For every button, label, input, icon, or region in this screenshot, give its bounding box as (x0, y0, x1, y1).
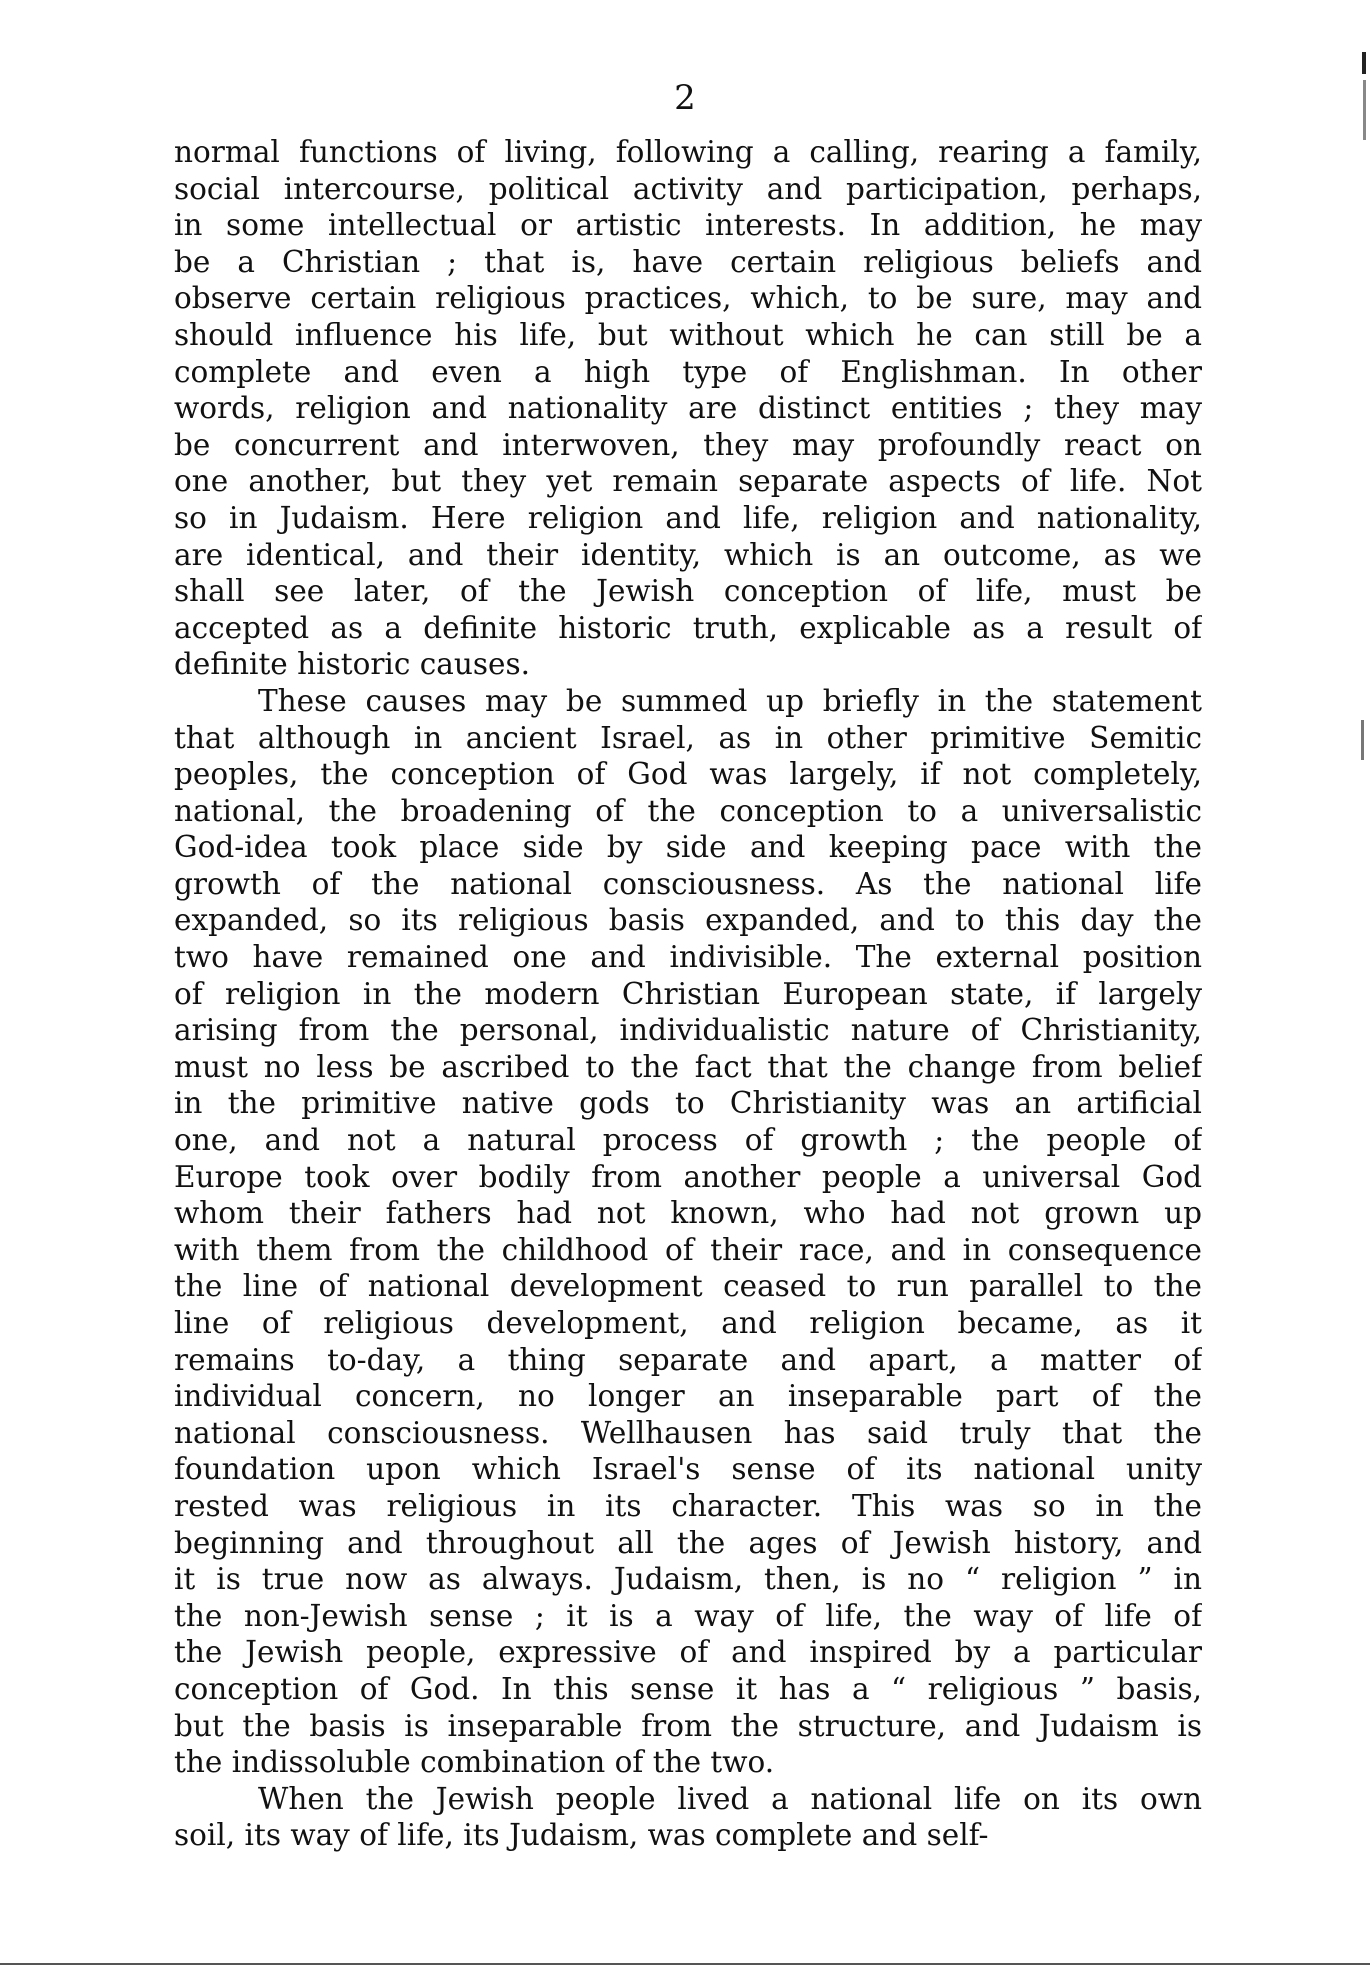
text-line: one another, but they yet remain separate aspects of life. Not (174, 464, 1202, 499)
paragraph (174, 1781, 1202, 1854)
text-line: growth of the national consciousness. As the national life (174, 866, 1202, 901)
body-text (174, 134, 1202, 1854)
text-line: These causes may be summed up briefly in the statement (258, 683, 1202, 718)
text-line: one, and not a natural process of growth ; the people of (174, 1123, 1202, 1158)
text-line: be a Christian ; that is, have certain religious beliefs and (174, 244, 1202, 279)
text-line: be concurrent and interwoven, they may profoundly react on (174, 427, 1202, 462)
paragraph (174, 683, 1202, 1781)
text-line: arising from the personal, individualistic nature of Christianity, (174, 1013, 1202, 1048)
text-line: two have remained one and indivisible. The external position (174, 940, 1202, 975)
text-line: in the primitive native gods to Christianity was an artificial (174, 1086, 1202, 1121)
text-line: whom their fathers had not known, who had not grown up (174, 1196, 1202, 1231)
text-line: so in Judaism. Here religion and life, religion and nationality, (174, 500, 1202, 535)
text-line: accepted as a definite historic truth, explicable as a result of (174, 610, 1202, 645)
scan-edge-mark (1363, 80, 1366, 140)
text-line: rested was religious in its character. This was so in the (174, 1488, 1202, 1523)
text-line: of religion in the modern Christian European state, if largely (174, 976, 1202, 1011)
text-line: Europe took over bodily from another people a universal God (174, 1159, 1202, 1194)
text-line: in some intellectual or artistic interests. In addition, he may (174, 208, 1202, 243)
scan-bottom-line (0, 1963, 1370, 1965)
text-line: foundation upon which Israel's sense of its national unity (174, 1452, 1202, 1487)
text-line: the Jewish people, expressive of and inspired by a particular (174, 1635, 1202, 1670)
text-line: national, the broadening of the conception to a universalistic (174, 793, 1202, 828)
scan-edge-mark (1362, 52, 1366, 74)
text-line: with them from the childhood of their race, and in consequence (174, 1232, 1202, 1267)
text-line: should influence his life, but without which he can still be a (174, 317, 1202, 352)
text-line: must no less be ascribed to the fact that the change from belief (174, 1049, 1202, 1084)
text-line: peoples, the conception of God was largely, if not completely, (174, 757, 1202, 792)
text-line: the indissoluble combination of the two. (174, 1745, 775, 1780)
text-line: definite historic causes. (174, 647, 530, 682)
text-line: line of religious development, and religion became, as it (174, 1306, 1202, 1340)
text-line: the line of national development ceased to run parallel to the (174, 1269, 1202, 1304)
text-line: expanded, so its religious basis expanded, and to this day the (174, 903, 1202, 938)
text-line: national consciousness. Wellhausen has said truly that the (174, 1415, 1202, 1450)
text-line: remains to-day, a thing separate and apart, a matter of (174, 1342, 1202, 1377)
text-line: it is true now as always. Judaism, then, is no “ religion ” in (174, 1562, 1202, 1597)
text-line: individual concern, no longer an inseparable part of the (174, 1379, 1202, 1414)
text-line: observe certain religious practices, which, to be sure, may and (174, 281, 1202, 316)
text-line: but the basis is inseparable from the structure, and Judaism is (174, 1708, 1202, 1743)
text-line: complete and even a high type of Englishman. In other (174, 354, 1202, 389)
text-line: are identical, and their identity, which is an outcome, as we (174, 537, 1202, 572)
text-line: conception of God. In this sense it has a “ religious ” basis, (174, 1671, 1202, 1706)
scan-edge-mark (1361, 720, 1364, 760)
text-line: When the Jewish people lived a national life on its own (258, 1781, 1202, 1816)
page-number: 2 (674, 78, 696, 118)
text-line: social intercourse, political activity and participation, perhaps, (174, 171, 1202, 206)
text-line: beginning and throughout all the ages of Jewish history, and (174, 1525, 1202, 1560)
text-line: shall see later, of the Jewish conception of life, must be (174, 574, 1202, 609)
text-line: soil, its way of life, its Judaism, was complete and self- (174, 1818, 989, 1853)
text-line: that although in ancient Israel, as in other primitive Semitic (174, 720, 1202, 755)
text-line: normal functions of living, following a calling, rearing a family, (174, 135, 1202, 169)
paragraph (174, 134, 1202, 683)
text-line: the non-Jewish sense ; it is a way of life, the way of life of (174, 1598, 1202, 1633)
text-line: God-idea took place side by side and keeping pace with the (174, 830, 1202, 865)
text-line: words, religion and nationality are distinct entities ; they may (174, 391, 1202, 426)
